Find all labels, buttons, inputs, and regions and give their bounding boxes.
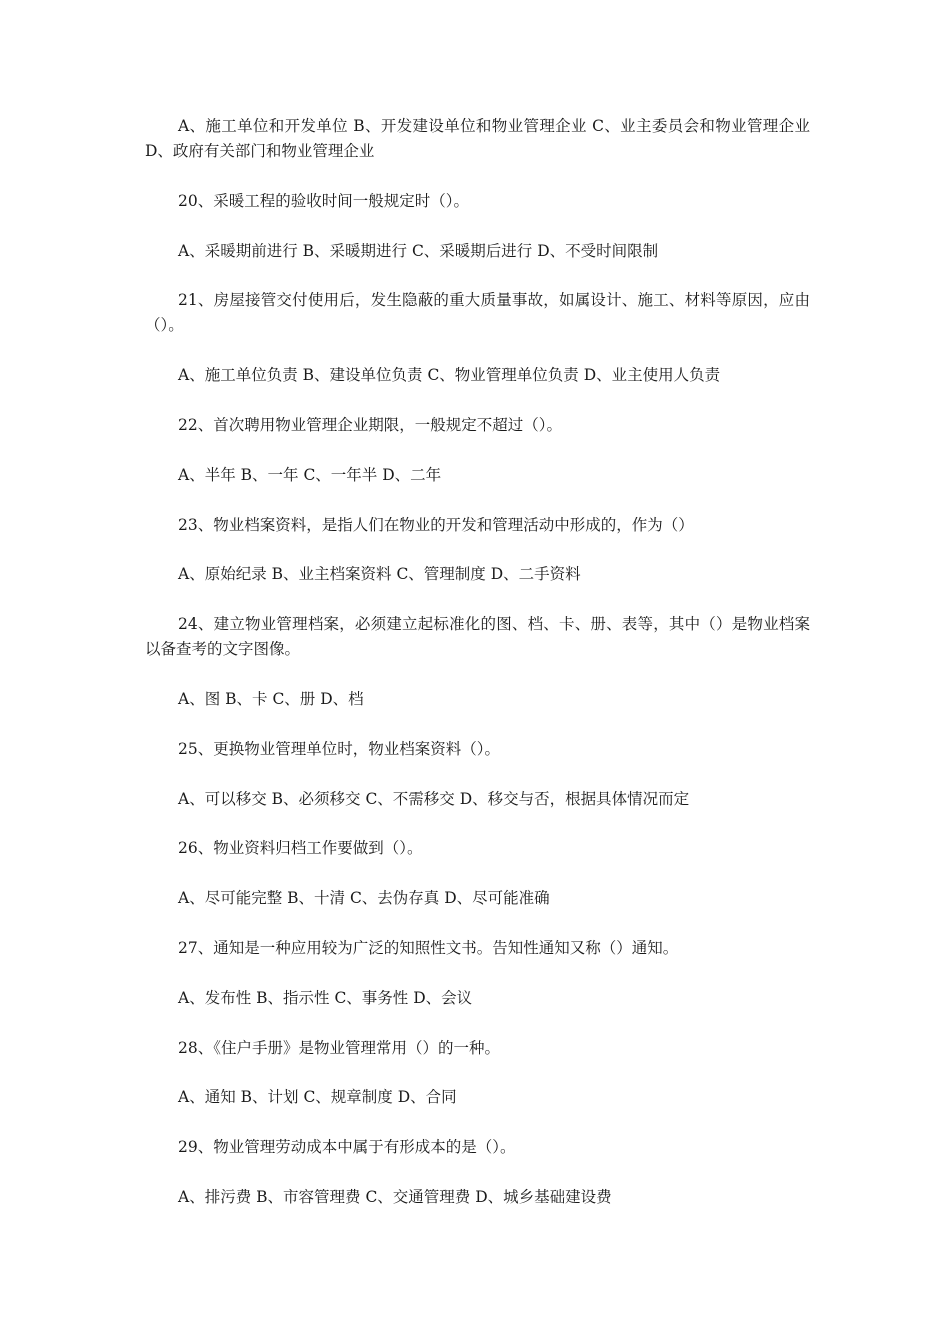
options-29: A、排污费 B、市容管理费 C、交通管理费 D、城乡基础建设费 bbox=[178, 1187, 612, 1206]
options-27: A、发布性 B、指示性 C、事务性 D、会议 bbox=[178, 988, 473, 1007]
question-25: 25、更换物业管理单位时，物业档案资料（）。 bbox=[178, 739, 500, 758]
question-21: 21、房屋接管交付使用后，发生隐蔽的重大质量事故，如属设计、施工、材料等原因，应由（）。 bbox=[145, 291, 810, 335]
question-28: 28、《住户手册》是物业管理常用（）的一种。 bbox=[178, 1038, 500, 1057]
document-body bbox=[145, 114, 810, 1235]
options-28: A、通知 B、计划 C、规章制度 D、合同 bbox=[178, 1088, 457, 1107]
question-22: 22、首次聘用物业管理企业期限，一般规定不超过（）。 bbox=[178, 415, 562, 434]
question-23: 23、物业档案资料，是指人们在物业的开发和管理活动中形成的，作为（） bbox=[178, 515, 694, 534]
options-19: A、施工单位和开发单位 B、开发建设单位和物业管理企业 C、业主委员会和物业管理企业 D、政府有关部门和物业管理企业 bbox=[145, 117, 810, 160]
options-24: A、图 B、卡 C、册 D、档 bbox=[178, 689, 364, 708]
options-20: A、采暖期前进行 B、采暖期进行 C、采暖期后进行 D、不受时间限制 bbox=[178, 241, 659, 260]
question-24: 24、建立物业管理档案，必须建立起标准化的图、档、卡、册、表等，其中（）是物业档案以备查考的文字图像。 bbox=[145, 615, 810, 659]
question-26: 26、物业资料归档工作要做到（）。 bbox=[178, 839, 423, 858]
options-21: A、施工单位负责 B、建设单位负责 C、物业管理单位负责 D、业主使用人负责 bbox=[178, 366, 721, 385]
options-23: A、原始纪录 B、业主档案资料 C、管理制度 D、二手资料 bbox=[178, 565, 581, 584]
options-26: A、尽可能完整 B、十清 C、去伪存真 D、尽可能准确 bbox=[178, 889, 550, 908]
options-25: A、可以移交 B、必须移交 C、不需移交 D、移交与否，根据具体情况而定 bbox=[178, 789, 690, 808]
question-20: 20、采暖工程的验收时间一般规定时（）。 bbox=[178, 191, 469, 210]
question-27: 27、通知是一种应用较为广泛的知照性文书。告知性通知又称（）通知。 bbox=[178, 938, 679, 957]
question-29: 29、物业管理劳动成本中属于有形成本的是（）。 bbox=[178, 1138, 516, 1157]
options-22: A、半年 B、一年 C、一年半 D、二年 bbox=[178, 465, 442, 484]
